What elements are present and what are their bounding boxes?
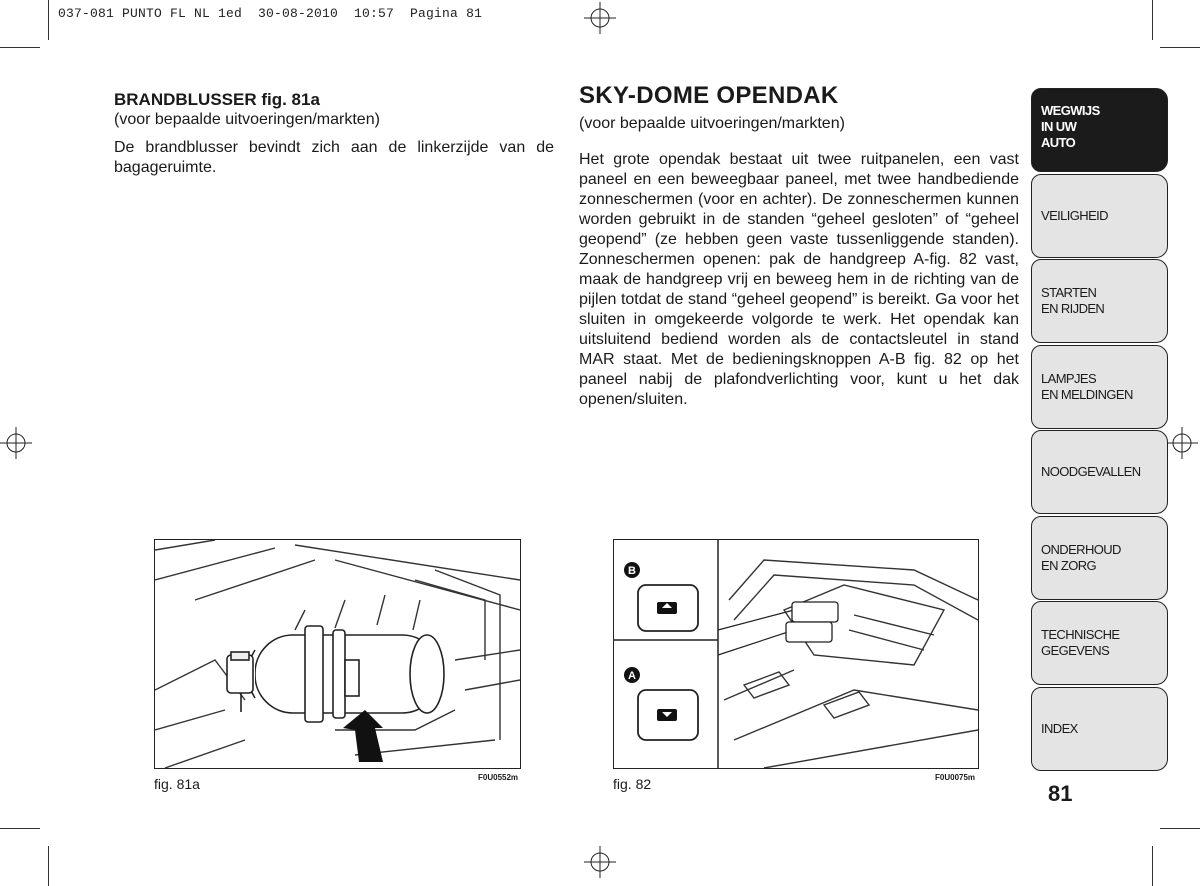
- registration-mark-icon: [584, 846, 616, 878]
- tab-noodgevallen[interactable]: NOODGEVALLEN: [1031, 430, 1168, 514]
- tab-veiligheid[interactable]: VEILIGHEID: [1031, 174, 1168, 258]
- section-tabs: [1031, 88, 1168, 772]
- registration-mark-icon: [1166, 427, 1198, 459]
- callout-label-a: A: [628, 670, 636, 682]
- crop-mark: [1152, 846, 1153, 886]
- page-number: 81: [1048, 781, 1073, 806]
- tab-starten[interactable]: STARTEN EN RIJDEN: [1031, 259, 1168, 343]
- fire-extinguisher-illustration: [155, 540, 520, 768]
- figure-sky-dome-controls: [613, 539, 979, 769]
- section-title: SKY-DOME OPENDAK: [579, 82, 839, 109]
- callout-label-b: B: [628, 565, 636, 577]
- tab-wegwijs[interactable]: WEGWIJS IN UW AUTO: [1031, 88, 1168, 172]
- crop-mark: [48, 846, 49, 886]
- print-slug: 037-081 PUNTO FL NL 1ed 30-08-2010 10:57 Pagina 81: [58, 6, 483, 21]
- section-body: De brandblusser bevindt zich aan de linkerzijde van de bagageruimte.: [114, 139, 554, 176]
- crop-mark: [0, 828, 40, 829]
- figure-code: F0U0075m: [935, 773, 976, 782]
- tab-lampjes[interactable]: LAMPJES EN MELDINGEN: [1031, 345, 1168, 429]
- section-sky-dome: [579, 82, 1019, 410]
- section-title: BRANDBLUSSER fig. 81a: [114, 90, 320, 109]
- figure-code: F0U0552m: [478, 773, 519, 782]
- section-subtitle: (voor bepaalde uitvoeringen/markten): [579, 115, 845, 132]
- registration-mark-icon: [0, 427, 32, 459]
- section-fire-extinguisher: [114, 90, 554, 178]
- section-subtitle: (voor bepaalde uitvoeringen/markten): [114, 111, 380, 128]
- crop-mark: [1160, 828, 1200, 829]
- crop-mark: [0, 47, 40, 48]
- figure-caption: fig. 81a: [154, 776, 200, 792]
- crop-mark: [1152, 0, 1153, 40]
- roof-controls-illustration: [614, 540, 978, 768]
- tab-technische[interactable]: TECHNISCHE GEGEVENS: [1031, 601, 1168, 685]
- registration-mark-icon: [584, 2, 616, 34]
- tab-onderhoud[interactable]: ONDERHOUD EN ZORG: [1031, 516, 1168, 600]
- figure-caption: fig. 82: [613, 776, 652, 792]
- crop-mark: [1160, 47, 1200, 48]
- section-body: Het grote opendak bestaat uit twee ruitpanelen, een vast paneel en een beweegbaar paneel, met twee handbediende zonneschermen (voor en achter). De zonneschermen kunnen worden gebruikt in de standen “geheel gesloten” of “geheel geopend” (ze hebben geen vaste tussenliggende standen). Zonneschermen openen: pak de handgreep A-fig. 82 vast, maak de handgreep vrij en beweeg hem in de richting van de pijlen totdat de stand “geheel geopend” is bereikt. Ga voor het sluiten in omgekeerde volgorde te werk. Het opendak kan uitsluitend bediend worden als de contactsleutel in stand MAR staat. Met de bedieningsknoppen A-B fig. 82 op het paneel nabij de plafondverlichting voor, kunt u het dak openen/sluiten.: [579, 151, 1019, 408]
- crop-mark: [48, 0, 49, 40]
- figure-fire-extinguisher: [154, 539, 521, 769]
- tab-index[interactable]: INDEX: [1031, 687, 1168, 771]
